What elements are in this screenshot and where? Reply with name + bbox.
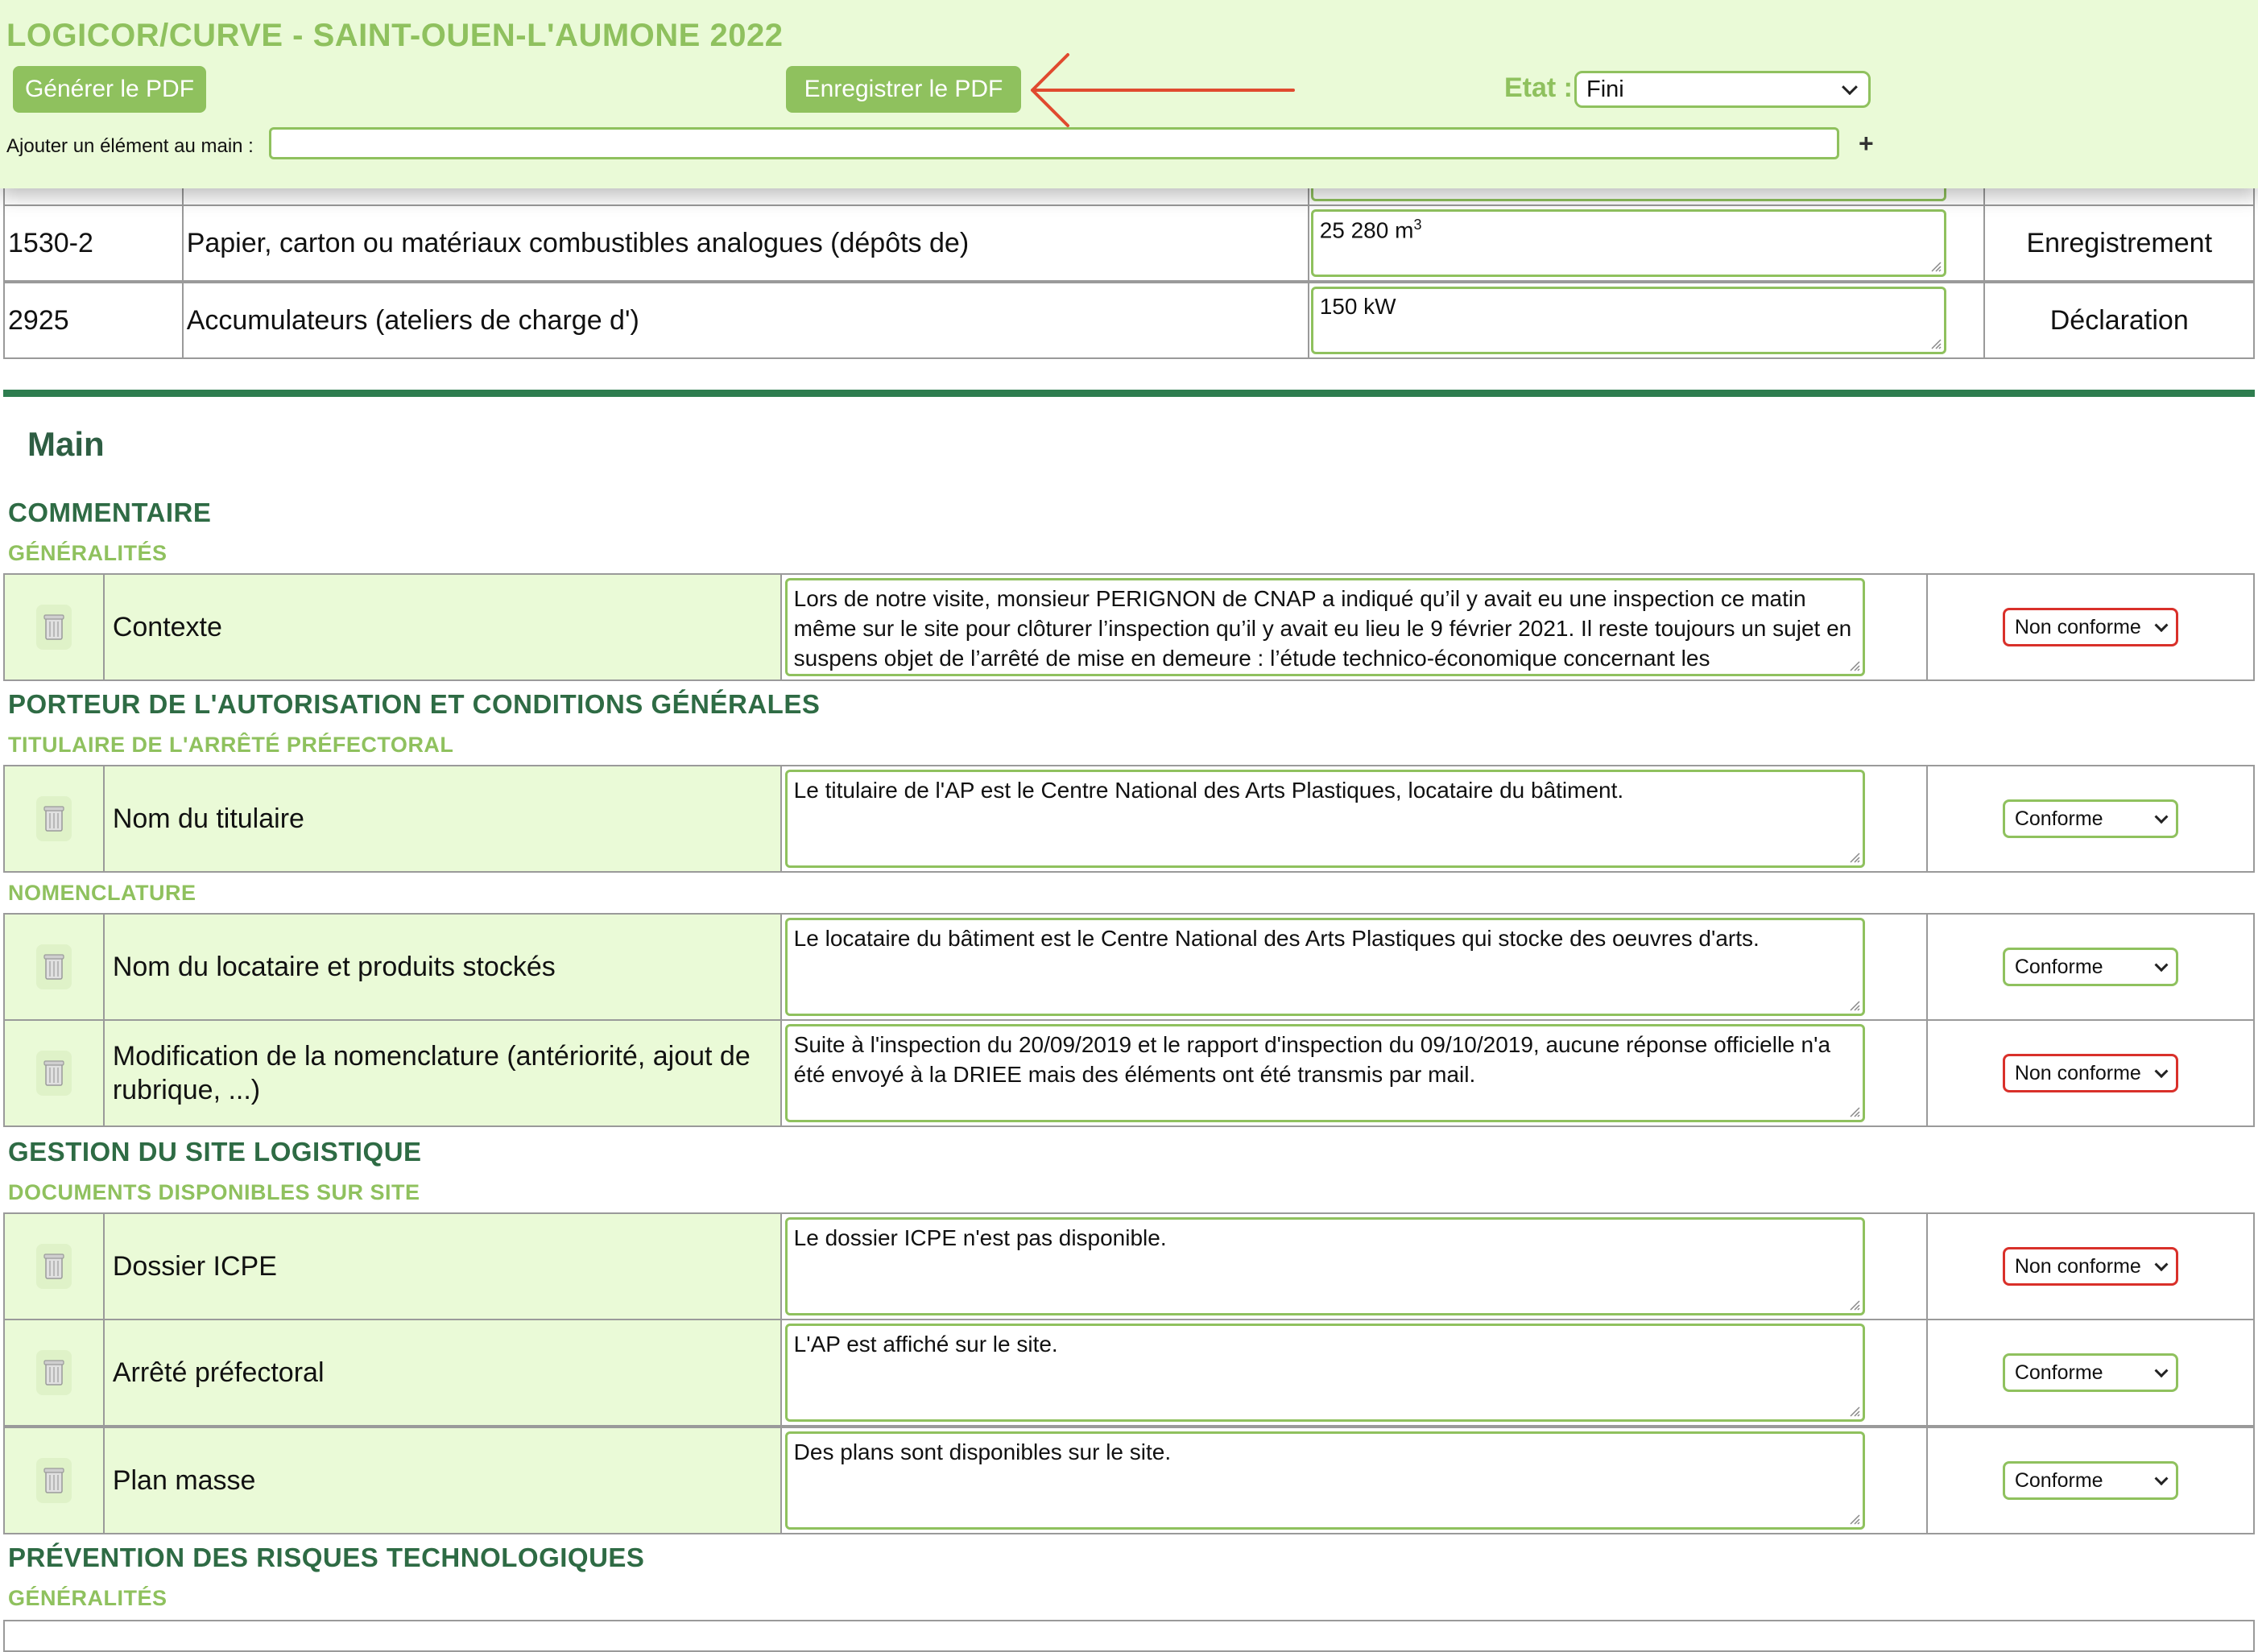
category-title: GESTION DU SITE LOGISTIQUE [8, 1137, 422, 1167]
checklist-row [3, 1212, 2255, 1320]
checklist-row [3, 1427, 2255, 1534]
category-title: PORTEUR DE L'AUTORISATION ET CONDITIONS GÉNÉRALES [8, 689, 821, 719]
chevron-down-icon [2154, 1064, 2168, 1078]
category-title: PRÉVENTION DES RISQUES TECHNOLOGIQUES [8, 1543, 645, 1572]
trash-icon[interactable] [36, 944, 72, 989]
checklist-row [3, 1319, 2255, 1427]
annotation-arrow-icon [1023, 50, 1305, 130]
resize-handle-icon[interactable] [1849, 1406, 1860, 1417]
item-name: Nom du titulaire [103, 766, 780, 871]
page-title: LOGICOR/CURVE - SAINT-OUEN-L'AUMONE 2022 [6, 18, 784, 53]
add-element-label: Ajouter un élément au main : [6, 135, 254, 157]
add-element-button[interactable]: + [1859, 129, 1874, 158]
checklist-row [3, 1019, 2255, 1127]
item-name: Contexte [103, 575, 780, 679]
status-select[interactable]: Conforme [2003, 948, 2178, 986]
resize-handle-icon[interactable] [1849, 1000, 1860, 1011]
status-select[interactable]: Conforme [2003, 1461, 2178, 1500]
checklist-row [3, 913, 2255, 1021]
trash-icon[interactable] [36, 605, 72, 650]
rubrique-code: 2925 [8, 304, 69, 336]
subcategory-title: GÉNÉRALITÉS [8, 541, 167, 565]
section-title: Main [27, 425, 105, 463]
resize-handle-icon[interactable] [1849, 660, 1860, 671]
trash-icon[interactable] [36, 1244, 72, 1289]
checklist-row [3, 573, 2255, 681]
trash-icon[interactable] [36, 1458, 72, 1503]
item-name: Modification de la nomenclature (antériorité, ajout de rubrique, ...) [103, 1021, 780, 1125]
chevron-down-icon [1842, 79, 1858, 95]
resize-handle-icon[interactable] [1849, 1106, 1860, 1117]
save-pdf-button[interactable]: Enregistrer le PDF [786, 66, 1021, 113]
status-select[interactable]: Conforme [2003, 1353, 2178, 1392]
rubrique-regime: Enregistrement [1983, 206, 2253, 280]
trash-icon[interactable] [36, 1350, 72, 1395]
item-name: Arrêté préfectoral [103, 1320, 780, 1425]
section-divider [3, 390, 2255, 397]
chevron-down-icon [2154, 1258, 2168, 1271]
chevron-down-icon [2154, 618, 2168, 632]
rubrique-code: 1530-2 [8, 227, 93, 258]
checklist-row [3, 765, 2255, 873]
rubrique-label: Accumulateurs (ateliers de charge d') [182, 283, 1308, 357]
resize-handle-icon[interactable] [1930, 338, 1942, 349]
resize-handle-icon[interactable] [1849, 1299, 1860, 1311]
comment-field[interactable]: L'AP est affiché sur le site. [785, 1324, 1865, 1422]
trash-icon[interactable] [36, 1051, 72, 1096]
item-name: Nom du locataire et produits stockés [103, 915, 780, 1019]
item-name: Dossier ICPE [103, 1214, 780, 1319]
resize-handle-icon[interactable] [1849, 1514, 1860, 1525]
generate-pdf-button[interactable]: Générer le PDF [13, 66, 206, 113]
comment-field[interactable]: Lors de notre visite, monsieur PERIGNON de CNAP a indiqué qu’il y avait eu une inspection ce matin même sur le site pour clôturer l’inspection qu’il y avait eu lieu le 9 février 2021. Il reste toujours un sujet en suspens objet de l’arrêté de mise en demeure : l’étude technico-économique concernant les [785, 578, 1865, 676]
add-element-input[interactable] [269, 127, 1839, 159]
rubrique-regime: Déclaration [1983, 283, 2253, 357]
comment-field[interactable]: Le titulaire de l'AP est le Centre National des Arts Plastiques, locataire du bâtiment. [785, 770, 1865, 868]
subcategory-title: TITULAIRE DE L'ARRÊTÉ PRÉFECTORAL [8, 733, 454, 757]
rubrique-value-field[interactable]: 25 280 $m^3$ [1311, 209, 1947, 277]
chevron-down-icon [2154, 958, 2168, 972]
rubrique-value-field[interactable]: 150 kW [1311, 287, 1947, 354]
comment-field[interactable]: Le locataire du bâtiment est le Centre National des Arts Plastiques qui stocke des oeuvres d'arts. [785, 918, 1865, 1016]
chevron-down-icon [2154, 810, 2168, 824]
resize-handle-icon[interactable] [1930, 261, 1942, 272]
item-name: Plan masse [103, 1428, 780, 1533]
chevron-down-icon [2154, 1472, 2168, 1485]
status-select[interactable]: Conforme [2003, 799, 2178, 838]
category-title: COMMENTAIRE [8, 498, 212, 527]
status-select[interactable]: Non conforme [2003, 1054, 2178, 1092]
comment-field[interactable]: Des plans sont disponibles sur le site. [785, 1431, 1865, 1530]
comment-field[interactable]: Le dossier ICPE n'est pas disponible. [785, 1217, 1865, 1315]
status-select[interactable]: Non conforme [2003, 608, 2178, 646]
rubrique-row [3, 204, 2255, 282]
trash-icon[interactable] [36, 796, 72, 841]
resize-handle-icon[interactable] [1849, 852, 1860, 863]
etat-select[interactable]: Fini [1574, 71, 1871, 108]
checklist-row-partial [3, 1620, 2255, 1652]
etat-label: Etat : [1504, 72, 1573, 103]
rubrique-label: Papier, carton ou matériaux combustibles analogues (dépôts de) [182, 206, 1308, 280]
subcategory-title: DOCUMENTS DISPONIBLES SUR SITE [8, 1180, 420, 1204]
status-select[interactable]: Non conforme [2003, 1247, 2178, 1286]
chevron-down-icon [2154, 1364, 2168, 1377]
subcategory-title: GÉNÉRALITÉS [8, 1586, 167, 1610]
sticky-header [0, 0, 2258, 188]
subcategory-title: NOMENCLATURE [8, 881, 196, 905]
comment-field[interactable]: Suite à l'inspection du 20/09/2019 et le rapport d'inspection du 09/10/2019, aucune réponse officielle n'a été envoyé à la DRIEE mais des éléments ont été transmis par mail. [785, 1024, 1865, 1122]
rubrique-row [3, 282, 2255, 359]
